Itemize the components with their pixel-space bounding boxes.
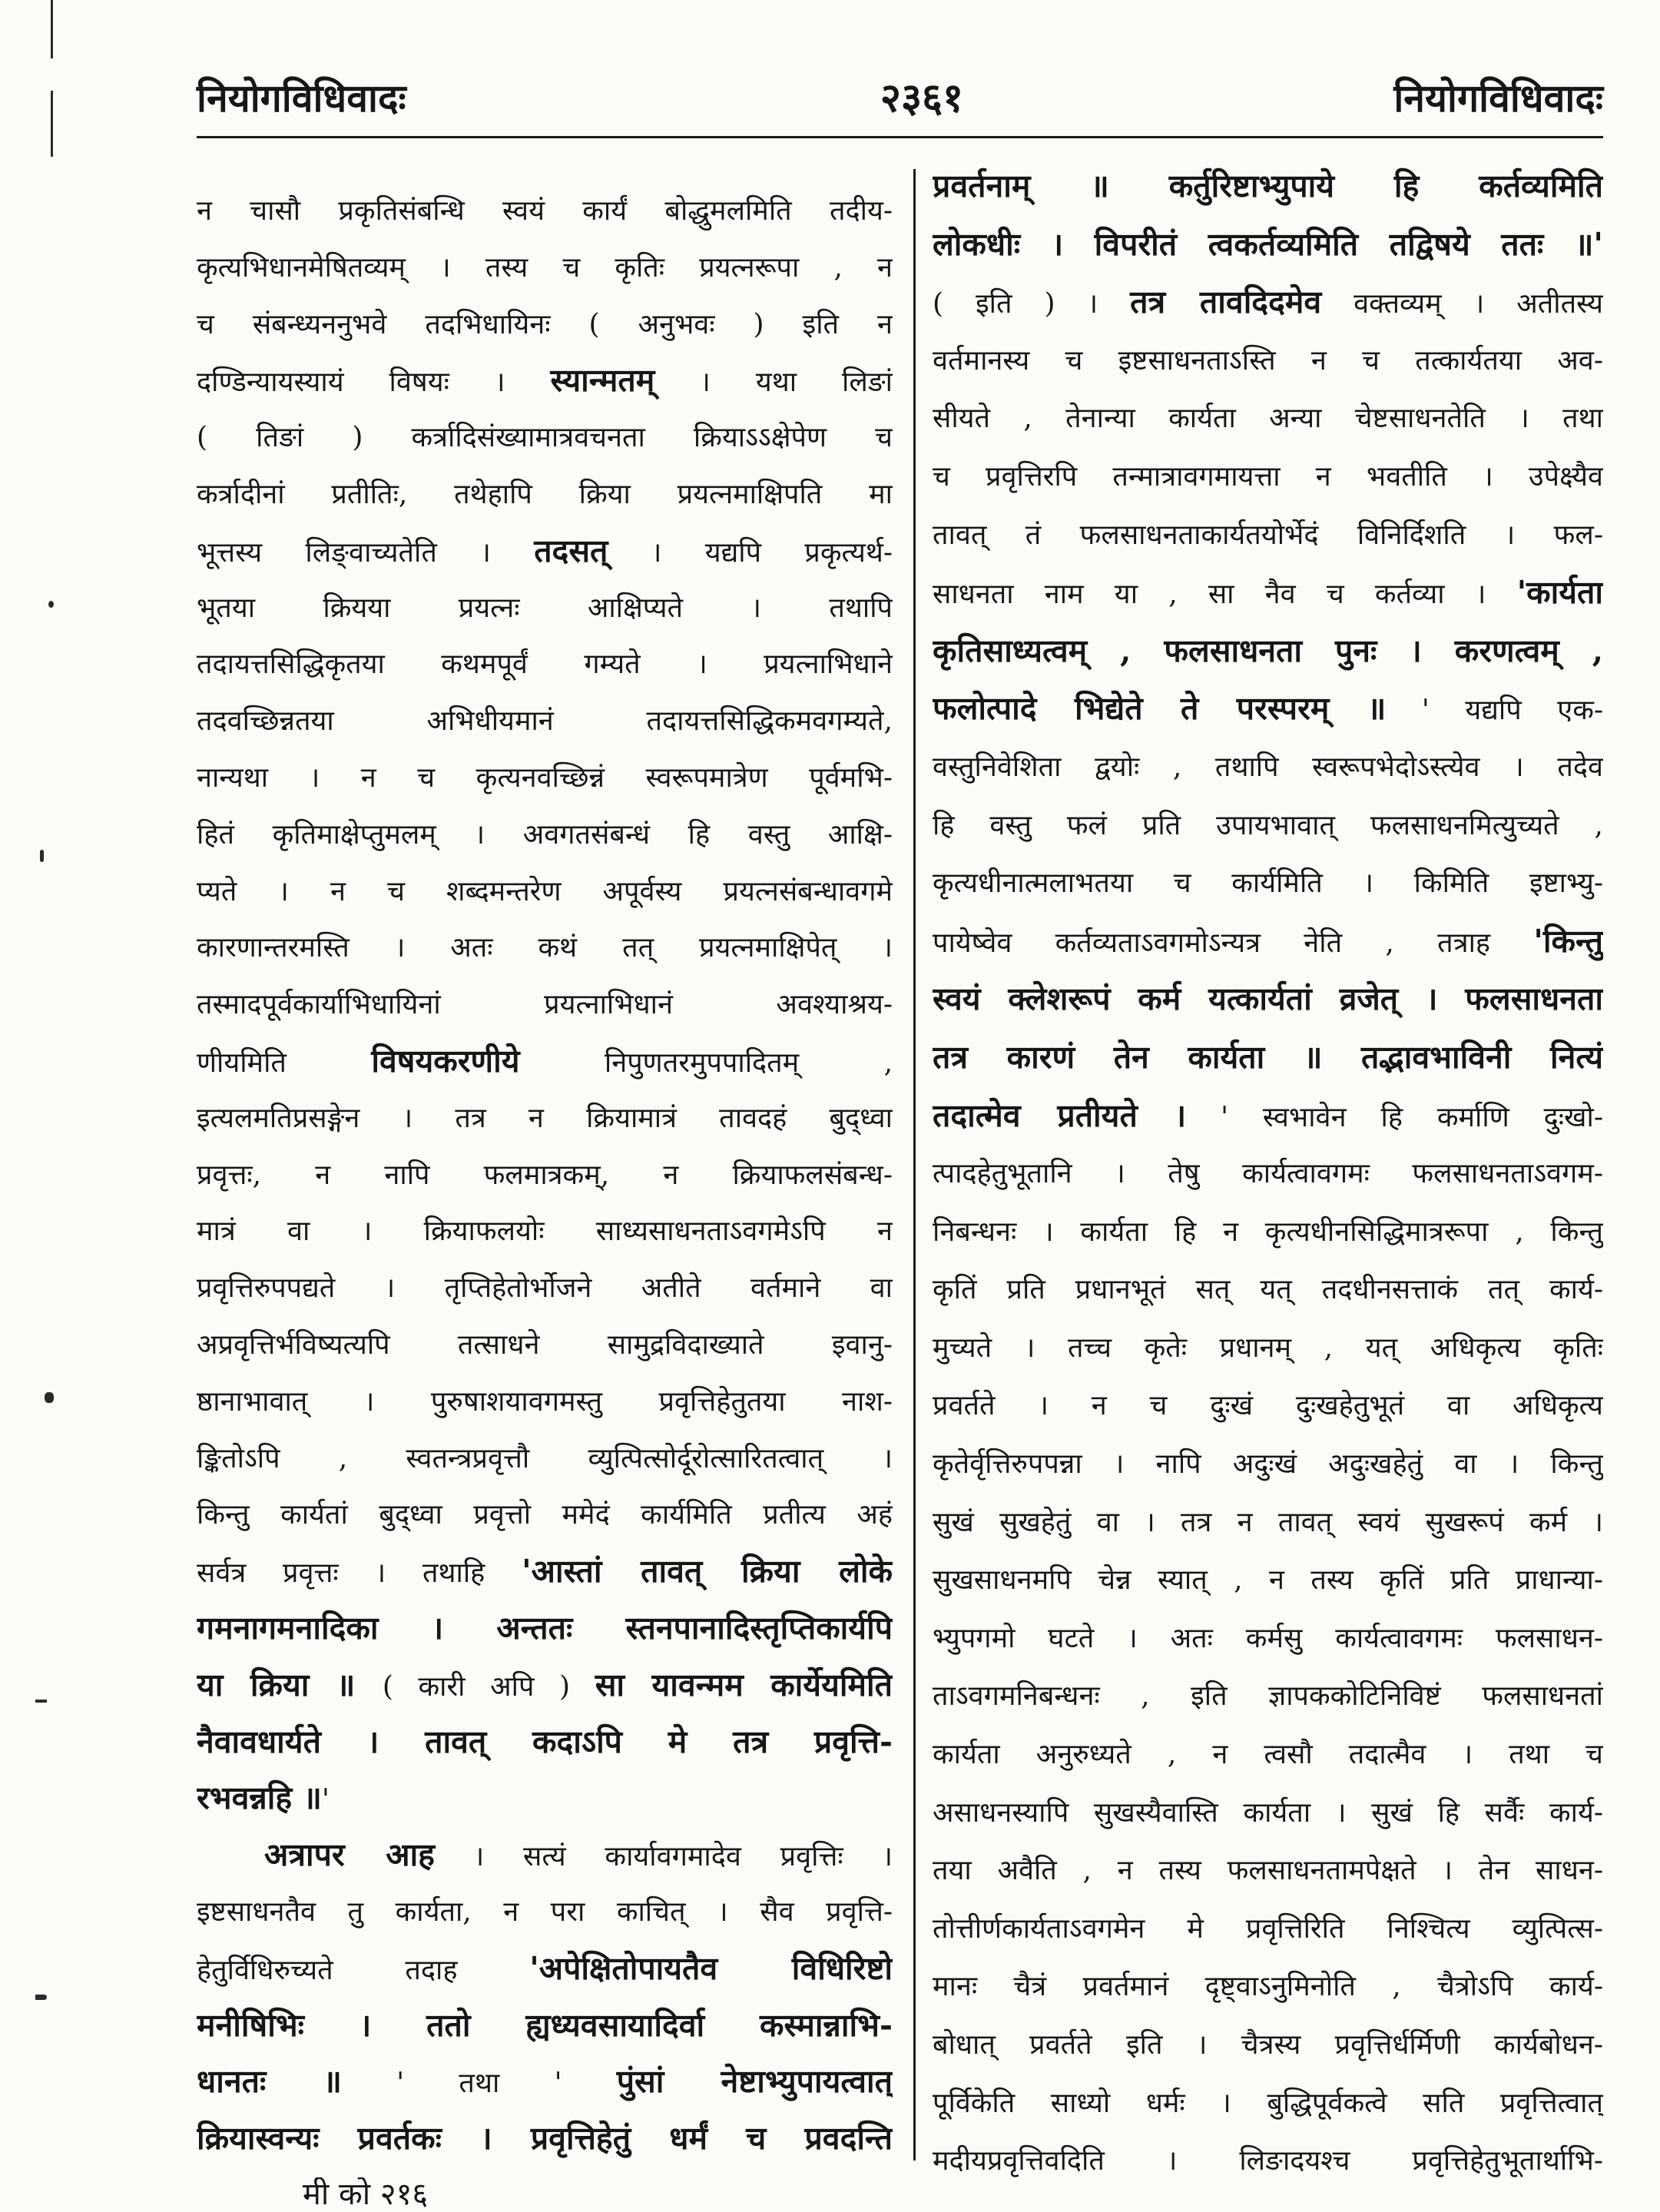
text-line — [933, 216, 1603, 274]
text-line — [197, 1317, 893, 1374]
right-column — [933, 158, 1603, 2190]
text-segment: वर्तमानस्य च इष्टसाधनताऽस्ति न च तत्कार्यतया अव- — [933, 344, 1603, 376]
page-number: २३६१ — [880, 75, 964, 121]
text-line — [933, 1145, 1603, 1203]
text-line — [933, 1087, 1603, 1146]
text-segment: निपुणतरमुपपादितम् , — [519, 1046, 893, 1079]
text-line — [197, 240, 893, 297]
text-line — [933, 1667, 1603, 1726]
text-line — [197, 353, 893, 410]
text-segment: वक्तव्यम् । अतीतस्य — [1321, 288, 1603, 320]
column-divider — [913, 169, 916, 2161]
text-segment: किन्तु कार्यतां बुद्ध्वा प्रवृत्तो ममेदं कार्यमिति प्रतीत्य अहं — [197, 1499, 893, 1531]
text-line — [933, 1551, 1603, 1610]
bold-text-segment: सा यावन्मम कार्येयमिति — [595, 1666, 893, 1703]
text-line — [197, 693, 893, 750]
text-segment: ( तिङां ) कर्त्रादिसंख्यामात्रवचनता क्रियाऽऽक्षेपेण च — [197, 422, 893, 454]
bold-text-segment: गमनागमनादिका । अन्ततः स्तनपानादिस्तृप्तिकार्यपि — [197, 1609, 893, 1647]
text-segment: च संबन्ध्यननुभवे तदभिधायिनः ( अनुभवः ) इति न — [197, 308, 893, 340]
text-line — [197, 1884, 893, 1941]
text-segment: सुखं सुखहेतुं वा । तत्र न तावत् स्वयं सुखरूपं कर्म । — [933, 1506, 1603, 1538]
bold-text-segment: विषयकरणीये — [371, 1042, 520, 1079]
text-line — [197, 580, 893, 637]
text-line — [197, 920, 893, 977]
text-line — [197, 1998, 893, 2054]
text-segment: वस्तुनिवेशिता द्वयोः , तथापि स्वरूपभेदोऽस्त्येव । तदेव — [933, 751, 1603, 783]
text-segment: साधनता नाम या , सा नैव च कर्तव्या । — [933, 579, 1517, 611]
text-line — [933, 1494, 1603, 1552]
text-segment: मानः चैत्रं प्रवर्तमानं दृष्ट्वाऽनुमिनोति , चैत्रोऽपि कार्य- — [933, 1971, 1603, 2003]
text-segment: । यथा लिङां — [654, 366, 893, 399]
text-line — [197, 523, 893, 580]
text-segment: तया अवैति , न तस्य फलसाधनतामपेक्षते । तेन साधन- — [933, 1855, 1603, 1887]
paragraph — [197, 183, 893, 1827]
text-segment: प्रवृत्तः, न नापि फलमात्रकम्, न क्रियाफलसंबन्ध- — [197, 1159, 893, 1191]
text-line — [197, 1090, 893, 1147]
text-line — [933, 1784, 1603, 1842]
text-segment: कृत्यभिधानमेषितव्यम् । तस्य च कृतिः प्रयत्नरूपा , न — [197, 251, 893, 284]
text-segment: इष्टसाधनतैव तु कार्यता, न परा काचित् । सैव प्रवृत्ति- — [197, 1895, 893, 1928]
bold-text-segment: मनीषिभिः । ततो ह्यध्यवसायादिर्वा कस्मान्नाभि- — [197, 2006, 893, 2044]
text-line — [197, 807, 893, 864]
text-line — [197, 1657, 893, 1714]
text-segment: असाधनस्यापि सुखस्यैवास्ति कार्यता । सुखं हि सर्वैः कार्य- — [933, 1796, 1603, 1829]
text-line — [197, 1147, 893, 1204]
text-segment: हितं कृतिमाक्षेप्तुमलम् । अवगतसंबन्धं हि वस्तु आक्षि- — [197, 818, 893, 851]
text-line — [197, 1260, 893, 1317]
text-segment: दण्डिन्यायस्यायं विषयः । — [197, 366, 551, 399]
scan-margin-line — [51, 91, 53, 157]
text-line — [197, 297, 893, 353]
bold-text-segment: प्रवर्तनाम् ॥ कर्तुरिष्टाभ्युपाये हि कर्तव्यमिति — [933, 167, 1603, 204]
text-line — [933, 564, 1603, 622]
text-segment: कृत्यधीनात्मलाभतया च कार्यमिति । किमिति इष्टाभ्यु- — [933, 867, 1603, 900]
scan-margin-mark — [48, 601, 54, 608]
bold-text-segment: पुंसां नेष्टाभ्युपायत्वात् — [616, 2063, 893, 2101]
text-segment: तदवच्छिन्नतया अभिधीयमानं तदायत्तसिद्धिकमवगम्यते, — [197, 705, 893, 738]
text-line — [197, 1770, 893, 1827]
text-segment: प्रवर्तते । न च दुःखं दुःखहेतुभूतं वा अधिकृत्य — [933, 1390, 1603, 1422]
text-segment: पायेष्वेव कर्तव्यताऽवगमोऽन्यत्र नेति , तत्राह — [933, 927, 1534, 959]
bold-text-segment: क्रियास्वन्यः प्रवर्तकः । प्रवृत्तिहेतुं धर्मं च प्रवदन्ति — [197, 2120, 893, 2157]
bold-text-segment: स्यान्मतम् — [550, 362, 655, 400]
text-line — [197, 1600, 893, 1657]
text-line — [933, 274, 1603, 332]
text-segment: ष्ठानाभावात् । पुरुषाशयावगमस्तु प्रवृत्तिहेतुतया नाश- — [197, 1385, 893, 1418]
text-line — [933, 970, 1603, 1029]
bold-text-segment: रभवन्नहि ॥ — [197, 1779, 322, 1817]
text-line — [933, 1900, 1603, 1958]
bold-text-segment: 'कार्यता — [1516, 574, 1603, 612]
text-line — [933, 738, 1603, 797]
text-line — [933, 448, 1603, 506]
text-segment: हि वस्तु फलं प्रति उपायभावात् फलसाधनमित्युच्यते , — [933, 809, 1603, 841]
text-segment: ङ्कितोऽपि , स्वतन्त्रप्रवृत्तौ व्युत्पित्सोर्दूरोत्सारितत्वात् । — [197, 1442, 893, 1474]
text-segment: पूर्विकेति साध्यो धर्मः । बुद्धिपूर्वकत्वे सति प्रवृत्तित्वात् — [933, 2087, 1603, 2119]
text-line — [197, 864, 893, 920]
text-line — [933, 622, 1603, 681]
text-line — [197, 977, 893, 1033]
text-line — [197, 2111, 893, 2167]
text-segment: णीयमिति — [197, 1046, 372, 1079]
text-segment: ' यद्यपि एक- — [1386, 695, 1603, 727]
text-segment: ( इति ) । — [933, 288, 1131, 320]
text-line — [933, 1435, 1603, 1494]
text-line — [197, 410, 893, 466]
text-line — [197, 1941, 893, 1998]
text-segment: भ्युपगमो घटते । अतः कर्मसु कार्यत्वावगमः फलसाधन- — [933, 1622, 1603, 1654]
text-segment: । यद्यपि प्रकृत्यर्थ- — [608, 536, 893, 569]
scan-margin-mark — [45, 1392, 54, 1403]
text-segment: ' तथा ' — [341, 2068, 617, 2100]
text-line — [933, 854, 1603, 913]
text-line — [933, 1726, 1603, 1784]
bold-text-segment: 'किन्तु — [1533, 922, 1603, 960]
bold-text-segment: तत्र कारणं तेन कार्यता ॥ तद्भावभाविनी नित्यं — [933, 1038, 1603, 1076]
text-segment: नान्यथा । न च कृत्यनवच्छिन्नं स्वरूपमात्रेण पूर्वमभि- — [197, 761, 893, 794]
text-line — [933, 680, 1603, 738]
text-segment: अप्रवृत्तिर्भविष्यत्यपि तत्साधने सामुद्रविदाख्याते इवानु- — [197, 1328, 893, 1361]
bold-text-segment: तदात्मेव प्रतीयते । — [933, 1096, 1187, 1134]
text-line — [933, 2074, 1603, 2133]
text-line — [197, 1827, 893, 1884]
scan-margin-mark — [40, 850, 44, 862]
text-segment: मात्रं वा । क्रियाफलयोः साध्यसाधनताऽवगमेऽपि न — [197, 1215, 893, 1248]
text-line — [197, 183, 893, 240]
bold-text-segment: स्वयं क्लेशरूपं कर्म यत्कार्यतां व्रजेत् । फलसाधनता — [933, 980, 1603, 1018]
text-segment: कृतेर्वृत्तिरुपपन्ना । नापि अदुःखं अदुःखहेतुं वा । किन्तु — [933, 1448, 1603, 1481]
text-segment: ( कारी अपि ) — [382, 1670, 595, 1703]
text-segment: ' स्वभावेन हि कर्माणि दुःखो- — [1186, 1101, 1603, 1133]
text-line — [197, 750, 893, 807]
text-segment: तावत् तं फलसाधनताकार्यतयोर्भेदं विनिर्दिशति । फल- — [933, 519, 1603, 551]
text-segment: कर्त्रादीनां प्रतीतिः, तथेहापि क्रिया प्रयत्नमाक्षिपति मा — [197, 478, 893, 510]
text-line — [197, 1714, 893, 1771]
text-line — [933, 158, 1603, 216]
bold-text-segment: तत्र तावदिदमेव — [1130, 284, 1322, 321]
text-line — [933, 1377, 1603, 1435]
bold-text-segment: फलोत्पादे भिद्येते ते परस्परम् ॥ — [933, 690, 1387, 728]
text-segment: सीयते , तेनान्या कार्यता अन्या चेष्टसाधनतेति । तथा — [933, 403, 1603, 435]
text-segment: मदीयप्रवृत्तिवदिति । लिङादयश्च प्रवृत्तिहेतुभूतार्थाभि- — [933, 2145, 1603, 2177]
bold-text-segment: धानतः ॥ — [197, 2063, 342, 2101]
text-segment: तस्मादपूर्वकार्याभिधायिनां प्रयत्नाभिधानं अवश्याश्रय- — [197, 989, 893, 1021]
text-line — [197, 1544, 893, 1600]
scan-margin-mark — [35, 1700, 47, 1703]
paragraph — [197, 1827, 893, 2167]
text-segment: भूतया क्रियया प्रयत्नः आक्षिप्यते । तथापि — [197, 592, 893, 624]
running-head-left: नियोगविधिवादः — [197, 75, 406, 121]
text-segment: न चासौ प्रकृतिसंबन्धि स्वयं कार्यं बोद्धुमलमिति तदीय- — [197, 195, 893, 227]
text-segment: तदायत्तसिद्धिकृतया कथमपूर्वं गम्यते । प्रयत्नाभिधाने — [197, 648, 893, 681]
text-line — [933, 913, 1603, 971]
text-line — [197, 1431, 893, 1487]
text-line — [933, 2132, 1603, 2190]
text-line — [197, 1487, 893, 1544]
bold-text-segment: अत्रापर आह — [264, 1836, 435, 1874]
scan-margin-mark — [35, 1995, 47, 2000]
bold-text-segment: कृतिसाध्यत्वम् , फलसाधनता पुनः । करणत्वम् , — [933, 632, 1603, 669]
bold-text-segment: नैवावधार्यते । तावत् कदाऽपि मे तत्र प्रवृत्ति- — [197, 1723, 893, 1760]
text-segment: ताऽवगमनिबन्धनः , इति ज्ञापककोटिनिविष्टं फलसाधनतां — [933, 1680, 1603, 1713]
text-line — [933, 1958, 1603, 2016]
text-segment: कृतिं प्रति प्रधानभूतं सत् यत् तदधीनसत्ताकं तत् कार्य- — [933, 1274, 1603, 1306]
text-line — [197, 1374, 893, 1431]
text-segment: निबन्धनः । कार्यता हि न कृत्यधीनसिद्धिमात्ररूपा , किन्तु — [933, 1215, 1603, 1248]
text-segment: इत्यलमतिप्रसङ्गेन । तत्र न क्रियामात्रं तावदहं बुद्ध्वा — [197, 1102, 893, 1134]
bold-text-segment: तदसत् — [534, 532, 608, 569]
text-line — [197, 636, 893, 693]
signature-mark: मी को २१६ — [303, 2177, 429, 2211]
header-rule — [197, 136, 1603, 138]
text-line — [933, 332, 1603, 390]
text-segment: ' — [321, 1784, 330, 1816]
text-segment: कारणान्तरमस्ति । अतः कथं तत् प्रयत्नमाक्षिपेत् । — [197, 932, 893, 964]
text-line — [933, 1319, 1603, 1378]
text-segment: सुखसाधनमपि चेन्न स्यात् , न तस्य कृतिं प्रति प्राधान्या- — [933, 1564, 1603, 1597]
text-segment: प्यते । न च शब्दमन्तरेण अपूर्वस्य प्रयत्नसंबन्धावगमे — [197, 875, 893, 907]
text-line — [933, 390, 1603, 448]
text-segment: च प्रवृत्तिरपि तन्मात्रावगमायत्ता न भवतीति । उपेक्ष्यैव — [933, 460, 1603, 492]
text-segment: मुच्यते । तच्च कृतेः प्रधानम् , यत् अधिकृत्य कृतिः — [933, 1332, 1603, 1364]
text-line — [197, 1033, 893, 1090]
text-line — [197, 1203, 893, 1260]
text-segment: त्पादहेतुभूतानि । तेषु कार्यत्वावगमः फलसाधनताऽवगम- — [933, 1158, 1603, 1190]
text-line — [933, 1203, 1603, 1262]
text-line — [933, 1842, 1603, 1900]
left-column — [197, 183, 893, 2167]
running-head-right: नियोगविधिवादः — [1393, 75, 1603, 121]
text-line — [933, 506, 1603, 565]
text-line — [933, 1610, 1603, 1668]
text-segment: प्रवृत्तिरुपपद्यते । तृप्तिहेतोर्भोजने अतीते वर्तमाने वा — [197, 1272, 893, 1305]
bold-text-segment: लोकधीः । विपरीतं त्वकर्तव्यमिति तद्विषये ततः ॥' — [933, 225, 1603, 263]
text-line — [197, 2054, 893, 2111]
text-segment: तोत्तीर्णकार्यताऽवगमेन मे प्रवृत्तिरिति निश्चित्य व्युत्पित्स- — [933, 1912, 1603, 1945]
text-segment: कार्यता अनुरुध्यते , न त्वसौ तदात्मैव । तथा च — [933, 1739, 1603, 1771]
bold-text-segment: या क्रिया ॥ — [197, 1666, 383, 1703]
text-line — [197, 466, 893, 523]
scan-margin-line — [51, 0, 53, 58]
text-segment: भूत्तस्य लिङ्वाच्यतेति । — [197, 536, 535, 569]
bold-text-segment: 'आस्तां तावत् क्रिया लोके — [522, 1553, 893, 1590]
text-line — [933, 2016, 1603, 2074]
text-line — [933, 797, 1603, 855]
text-line — [933, 1261, 1603, 1319]
paragraph — [933, 158, 1603, 2190]
text-segment: सर्वत्र प्रवृत्तः । तथाहि — [197, 1557, 522, 1590]
text-segment: हेतुर्विधिरुच्यते तदाह — [197, 1954, 530, 1986]
bold-text-segment: 'अपेक्षितोपायतैव विधिरिष्टो — [529, 1949, 893, 1987]
text-segment: बोधात् प्रवर्तते इति । चैत्रस्य प्रवृत्तिर्धर्मिणी कार्यबोधन- — [933, 2029, 1603, 2061]
text-line — [933, 1029, 1603, 1087]
text-segment: । सत्यं कार्यावगमादेव प्रवृत्तिः । — [434, 1841, 893, 1873]
